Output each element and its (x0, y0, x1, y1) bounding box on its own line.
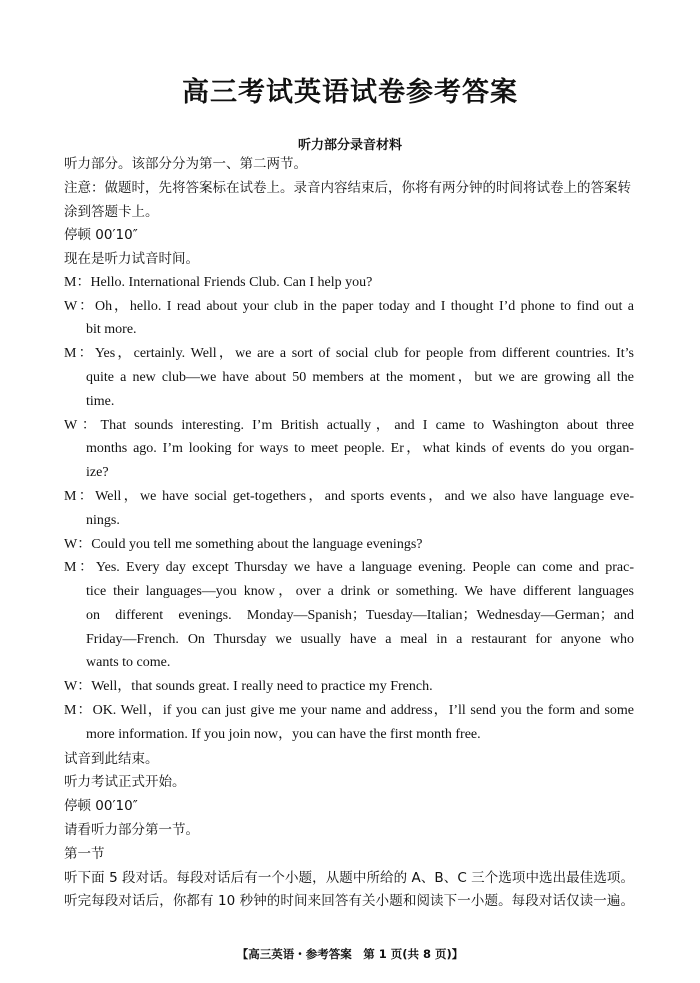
dialogue-line: on different evenings. Monday—Spanish；Tuesday—Italian；Wednesday—German；and (86, 608, 634, 623)
text-line: 涂到答题卡上。 (64, 204, 159, 220)
dialogue-line: W：Well，that sounds great. I really need to practice my French. (64, 679, 433, 694)
text-line: 听力部分。该部分分为第一、第二两节。 (64, 156, 307, 172)
dialogue-line: months ago. I’m looking for ways to meet people. Er，what kinds of events do you organ- (86, 441, 634, 456)
dialogue-line: nings. (86, 513, 120, 528)
dialogue-line: tice their languages—you know，over a drink or something. We have different languages (86, 584, 634, 599)
page-title: 高三考试英语试卷参考答案 (182, 77, 518, 108)
dialogue-line: Friday—French. On Thursday we usually have a meal in a restaurant for anyone who (86, 632, 634, 647)
dialogue-line: W：Oh，hello. I read about your club in the paper today and I thought I’d phone to find out a (64, 299, 634, 314)
dialogue-line: M：Yes. Every day except Thursday we have a language evening. People can come and prac- (64, 560, 634, 575)
dialogue-line: time. (86, 394, 115, 409)
text-line: 停顿 00′10″ (64, 798, 138, 814)
dialogue-line: M：Yes，certainly. Well，we are a sort of social club for people from different countries. It’s (64, 346, 634, 361)
dialogue-line: M：OK. Well，if you can just give me your name and address，I’ll send you the form and some (64, 703, 634, 718)
text-line: 注意：做题时，先将答案标在试卷上。录音内容结束后，你将有两分钟的时间将试卷上的答案转 (64, 180, 631, 196)
dialogue-line: more information. If you join now，you can have the first month free. (86, 727, 481, 742)
dialogue-line: W：That sounds interesting. I’m British actually，and I came to Washington about three (64, 418, 634, 433)
text-line: 听力考试正式开始。 (64, 774, 186, 790)
dialogue-line: M：Well，we have social get-togethers，and sports events，and we also have language eve- (64, 489, 634, 504)
dialogue-line: ize? (86, 465, 109, 480)
text-line: 现在是听力试音时间。 (64, 251, 199, 267)
text-line: 听完每段对话后，你都有 10 秒钟的时间来回答有关小题和阅读下一小题。每段对话仅读一遍。 (64, 893, 634, 909)
dialogue-line: wants to come. (86, 655, 171, 670)
text-line: 停顿 00′10″ (64, 227, 138, 243)
text-line: 听下面 5 段对话。每段对话后有一个小题，从题中所给的 A、B、C 三个选项中选出最佳选项。 (64, 870, 634, 886)
dialogue-line: M：Hello. International Friends Club. Can I help you? (64, 275, 373, 290)
text-line: 第一节 (64, 846, 105, 862)
text-line: 请看听力部分第一节。 (64, 822, 199, 838)
page-footer: 【高三英语・参考答案 第 1 页(共 8 页)】 (236, 947, 464, 961)
dialogue-line: bit more. (86, 322, 137, 337)
dialogue-line: W：Could you tell me something about the language evenings? (64, 537, 423, 552)
section-subtitle: 听力部分录音材料 (297, 138, 402, 153)
dialogue-line: quite a new club—we have about 50 members at the moment，but we are growing all the (86, 370, 634, 385)
text-line: 试音到此结束。 (64, 751, 159, 767)
